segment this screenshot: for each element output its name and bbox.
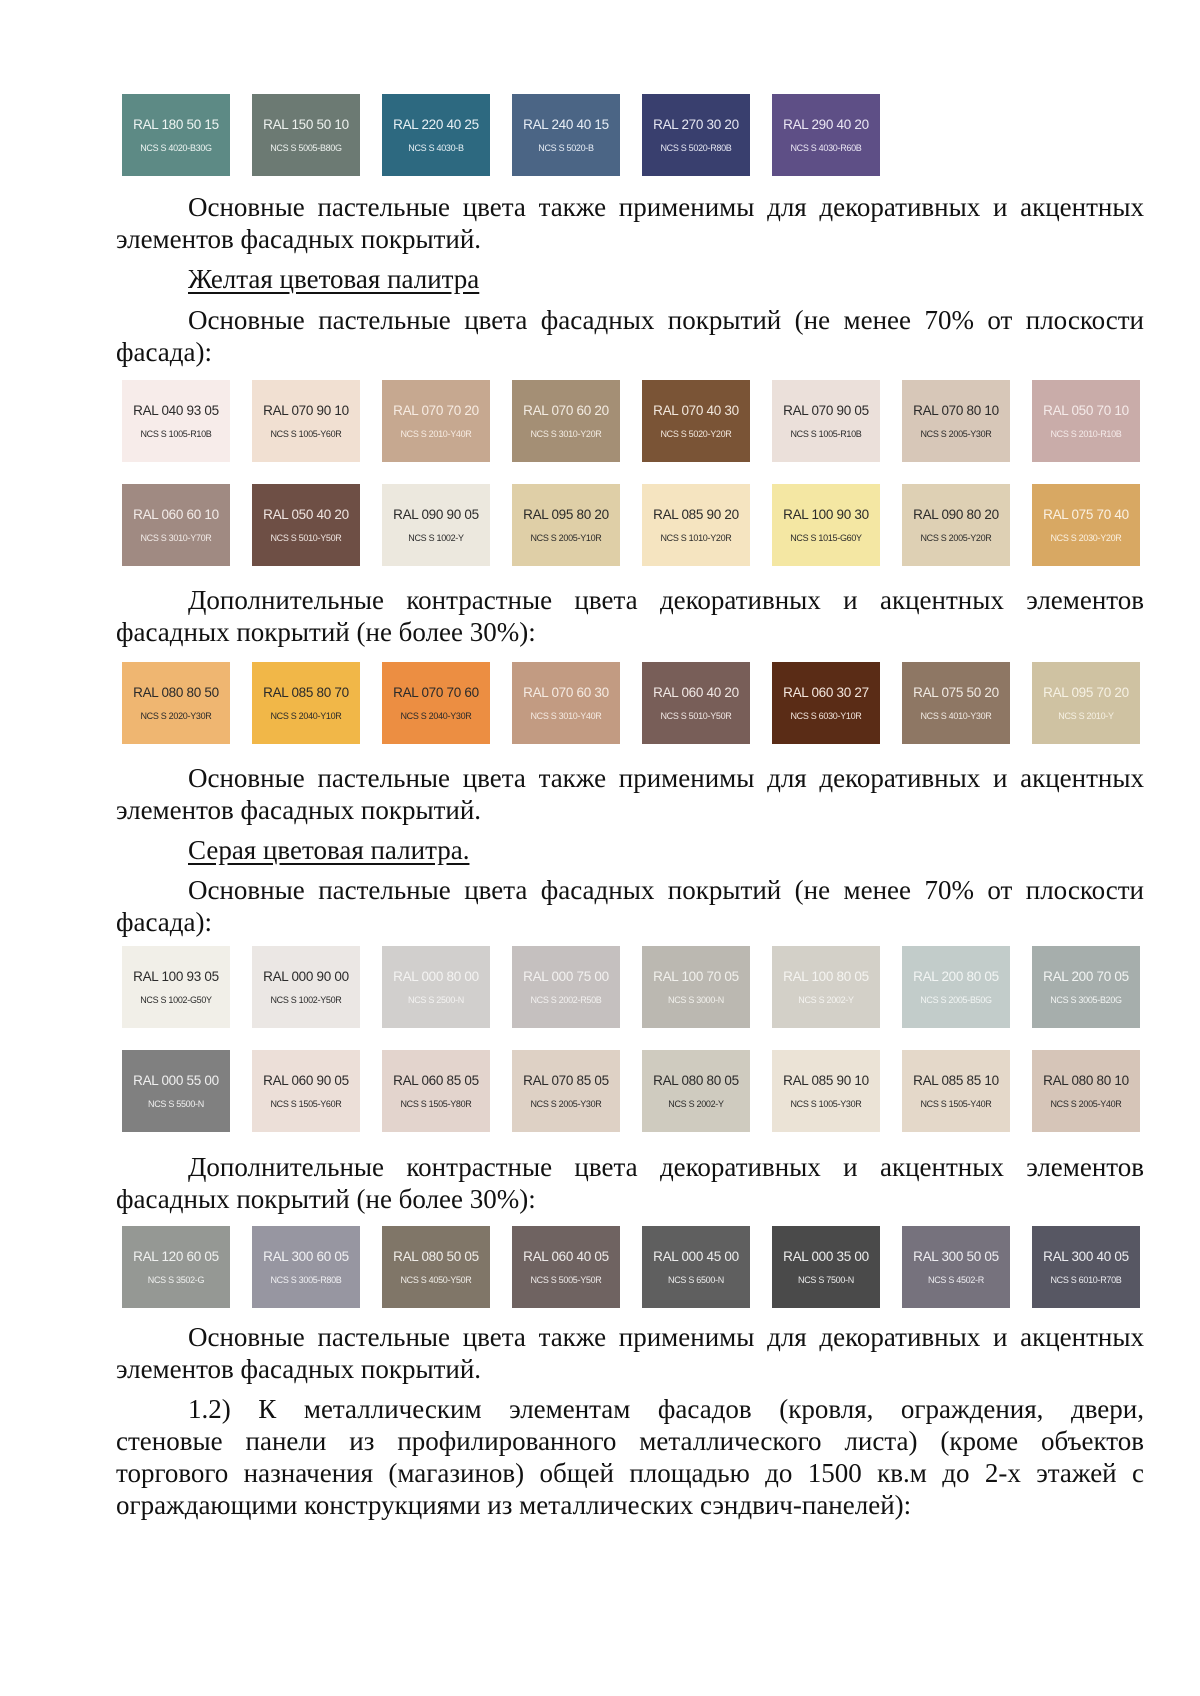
ncs-code: NCS S 5010-Y50R [660,711,732,721]
swatch-row-gray-2 [122,1050,1162,1132]
ral-code: RAL 070 60 20 [523,403,609,418]
color-swatch [122,94,230,176]
color-swatch [382,946,490,1028]
ncs-code: NCS S 2020-Y30R [140,711,212,721]
ncs-code: NCS S 2005-Y10R [530,533,602,543]
ncs-code: NCS S 5005-B80G [270,143,342,153]
paragraph-note-3 [116,1321,1144,1385]
ncs-code: NCS S 5020-B [538,143,594,153]
ral-code: RAL 200 80 05 [913,969,999,984]
ncs-code: NCS S 3010-Y20R [530,429,602,439]
ral-code: RAL 100 70 05 [653,969,739,984]
color-swatch [1032,484,1140,566]
color-swatch [252,1050,360,1132]
color-swatch [772,94,880,176]
ncs-code: NCS S 2002-Y [798,995,854,1005]
color-swatch [642,484,750,566]
ral-code: RAL 100 80 05 [783,969,869,984]
heading-yellow-palette: Желтая цветовая палитра [188,264,480,294]
swatch-row-yellow-contrast [122,662,1162,744]
ncs-code: NCS S 3005-R80B [270,1275,342,1285]
ncs-code: NCS S 3000-N [668,995,724,1005]
swatch-row-gray-1 [122,946,1162,1028]
ncs-code: NCS S 5020-R80B [660,143,732,153]
color-swatch [512,484,620,566]
color-swatch [122,662,230,744]
ral-code: RAL 095 80 20 [523,507,609,522]
text-line: торгового назначения (магазинов) общей площадью до 1500 кв.м до 2-х этажей с [116,1458,1144,1488]
ncs-code: NCS S 2005-Y30R [530,1099,602,1109]
heading-gray-palette: Серая цветовая палитра. [188,835,470,865]
color-swatch [252,94,360,176]
color-swatch [122,1226,230,1308]
ral-code: RAL 050 70 10 [1043,403,1129,418]
ncs-code: NCS S 1005-Y60R [270,429,342,439]
ncs-code: NCS S 5020-Y20R [660,429,732,439]
text-line: фасадных покрытий (не более 30%): [116,1184,536,1214]
ral-code: RAL 300 60 05 [263,1249,349,1264]
ral-code: RAL 200 70 05 [1043,969,1129,984]
ral-code: RAL 300 50 05 [913,1249,999,1264]
color-swatch [902,946,1010,1028]
color-swatch [382,1050,490,1132]
ral-code: RAL 240 40 15 [523,117,609,132]
ral-code: RAL 060 30 27 [783,685,869,700]
ral-code: RAL 150 50 10 [263,117,349,132]
color-swatch [382,380,490,462]
ncs-code: NCS S 2040-Y10R [270,711,342,721]
text-line: Основные пастельные цвета фасадных покрытий (не менее 70% от плоскости [188,875,1144,905]
swatch-row-blue [122,94,902,176]
color-swatch [642,1050,750,1132]
text-line: элементов фасадных покрытий. [116,795,482,825]
text-line: элементов фасадных покрытий. [116,1354,482,1384]
color-swatch [512,380,620,462]
ncs-code: NCS S 1015-G60Y [790,533,862,543]
color-swatch [512,94,620,176]
ncs-code: NCS S 4050-Y50R [400,1275,472,1285]
text-line: стеновые панели из профилированного металлического листа) (кроме объектов [116,1426,1144,1456]
ral-code: RAL 090 90 05 [393,507,479,522]
ral-code: RAL 070 70 20 [393,403,479,418]
ral-code: RAL 070 85 05 [523,1073,609,1088]
ncs-code: NCS S 6030-Y10R [790,711,862,721]
color-swatch [382,1226,490,1308]
ral-code: RAL 180 50 15 [133,117,219,132]
ral-code: RAL 070 90 05 [783,403,869,418]
ral-code: RAL 100 93 05 [133,969,219,984]
color-swatch [642,380,750,462]
color-swatch [1032,946,1140,1028]
ral-code: RAL 000 75 00 [523,969,609,984]
color-swatch [122,1050,230,1132]
text-line: фасада): [116,907,212,937]
text-line: ограждающими конструкциями из металлических сэндвич-панелей): [116,1490,912,1520]
color-swatch [1032,1226,1140,1308]
color-swatch [252,484,360,566]
color-swatch [252,380,360,462]
ncs-code: NCS S 4030-R60B [790,143,862,153]
color-swatch [252,662,360,744]
color-swatch [252,946,360,1028]
text-line: Основные пастельные цвета также применимы для декоративных и акцентных [188,1322,1144,1352]
swatch-row-yellow-2 [122,484,1162,566]
ncs-code: NCS S 2010-R10B [1050,429,1122,439]
ncs-code: NCS S 2005-Y20R [920,533,992,543]
color-swatch [902,380,1010,462]
ral-code: RAL 000 80 00 [393,969,479,984]
color-swatch [642,662,750,744]
ncs-code: NCS S 5005-Y50R [530,1275,602,1285]
ncs-code: NCS S 4020-B30G [140,143,212,153]
color-swatch [1032,662,1140,744]
ral-code: RAL 000 55 00 [133,1073,219,1088]
color-swatch [642,1226,750,1308]
color-swatch [772,662,880,744]
text-line: фасада): [116,337,212,367]
ral-code: RAL 075 70 40 [1043,507,1129,522]
ncs-code: NCS S 4010-Y30R [920,711,992,721]
ncs-code: NCS S 2030-Y20R [1050,533,1122,543]
color-swatch [382,94,490,176]
ral-code: RAL 290 40 20 [783,117,869,132]
paragraph-note-1 [116,191,1144,255]
paragraph-note-2 [116,762,1144,826]
ral-code: RAL 080 50 05 [393,1249,479,1264]
ral-code: RAL 000 45 00 [653,1249,739,1264]
color-swatch [1032,1050,1140,1132]
ncs-code: NCS S 2040-Y30R [400,711,472,721]
swatch-row-gray-contrast [122,1226,1162,1308]
color-swatch [642,946,750,1028]
ral-code: RAL 060 40 05 [523,1249,609,1264]
paragraph-contrast-gray [116,1151,1144,1215]
ral-code: RAL 080 80 05 [653,1073,739,1088]
ral-code: RAL 070 90 10 [263,403,349,418]
paragraph-main-gray [116,874,1144,938]
ncs-code: NCS S 1002-G50Y [140,995,212,1005]
ral-code: RAL 270 30 20 [653,117,739,132]
color-swatch [902,1050,1010,1132]
color-swatch [772,380,880,462]
ral-code: RAL 060 90 05 [263,1073,349,1088]
ncs-code: NCS S 1002-Y [408,533,464,543]
text-line: элементов фасадных покрытий. [116,224,482,254]
ncs-code: NCS S 4502-R [928,1275,984,1285]
ncs-code: NCS S 3005-B20G [1050,995,1122,1005]
ncs-code: NCS S 2010-Y40R [400,429,472,439]
paragraph-metal-elements [116,1393,1144,1521]
ral-code: RAL 060 40 20 [653,685,739,700]
ncs-code: NCS S 7500-N [798,1275,854,1285]
ral-code: RAL 070 80 10 [913,403,999,418]
ncs-code: NCS S 1505-Y80R [400,1099,472,1109]
ral-code: RAL 070 40 30 [653,403,739,418]
ral-code: RAL 085 80 70 [263,685,349,700]
color-swatch [512,662,620,744]
color-swatch [512,1050,620,1132]
ncs-code: NCS S 3502-G [147,1275,205,1285]
color-swatch [382,662,490,744]
paragraph-contrast-yellow [116,584,1144,648]
ncs-code: NCS S 6500-N [668,1275,724,1285]
ncs-code: NCS S 1010-Y20R [660,533,732,543]
text-line: Дополнительные контрастные цвета декоративных и акцентных элементов [188,1152,1144,1182]
text-line: Основные пастельные цвета также применимы для декоративных и акцентных [188,192,1144,222]
ral-code: RAL 095 70 20 [1043,685,1129,700]
color-swatch [1032,380,1140,462]
ral-code: RAL 080 80 10 [1043,1073,1129,1088]
color-swatch [122,484,230,566]
text-line: Дополнительные контрастные цвета декоративных и акцентных элементов [188,585,1144,615]
color-swatch [902,1226,1010,1308]
ral-code: RAL 060 85 05 [393,1073,479,1088]
ral-code: RAL 000 35 00 [783,1249,869,1264]
color-swatch [772,1226,880,1308]
ncs-code: NCS S 6010-R70B [1050,1275,1122,1285]
ral-code: RAL 220 40 25 [393,117,479,132]
ncs-code: NCS S 1002-Y50R [270,995,342,1005]
color-swatch [902,662,1010,744]
ral-code: RAL 120 60 05 [133,1249,219,1264]
text-line: Основные пастельные цвета также применимы для декоративных и акцентных [188,763,1144,793]
ncs-code: NCS S 1505-Y40R [920,1099,992,1109]
ral-code: RAL 085 90 10 [783,1073,869,1088]
ral-code: RAL 090 80 20 [913,507,999,522]
ral-code: RAL 085 85 10 [913,1073,999,1088]
text-line: 1.2) К металлическим элементам фасадов (кровля, ограждения, двери, [188,1394,1144,1424]
ncs-code: NCS S 3010-Y70R [140,533,212,543]
color-swatch [252,1226,360,1308]
ral-code: RAL 080 80 50 [133,685,219,700]
ncs-code: NCS S 2005-Y30R [920,429,992,439]
ral-code: RAL 100 90 30 [783,507,869,522]
ncs-code: NCS S 1005-R10B [790,429,862,439]
ncs-code: NCS S 1005-Y30R [790,1099,862,1109]
color-swatch [772,946,880,1028]
ncs-code: NCS S 5500-N [148,1099,204,1109]
ncs-code: NCS S 3010-Y40R [530,711,602,721]
color-swatch [642,94,750,176]
ral-code: RAL 050 40 20 [263,507,349,522]
ncs-code: NCS S 2500-N [408,995,464,1005]
ral-code: RAL 300 40 05 [1043,1249,1129,1264]
color-swatch [772,1050,880,1132]
ncs-code: NCS S 5010-Y50R [270,533,342,543]
ncs-code: NCS S 4030-B [408,143,464,153]
ncs-code: NCS S 2002-Y [668,1099,724,1109]
color-swatch [512,946,620,1028]
ral-code: RAL 070 70 60 [393,685,479,700]
ncs-code: NCS S 2002-R50B [530,995,602,1005]
color-swatch [122,946,230,1028]
ncs-code: NCS S 1505-Y60R [270,1099,342,1109]
paragraph-main-yellow [116,304,1144,368]
color-swatch [512,1226,620,1308]
ncs-code: NCS S 1005-R10B [140,429,212,439]
ral-code: RAL 085 90 20 [653,507,739,522]
color-swatch [902,484,1010,566]
ncs-code: NCS S 2005-B50G [920,995,992,1005]
text-line: Основные пастельные цвета фасадных покрытий (не менее 70% от плоскости [188,305,1144,335]
color-swatch [122,380,230,462]
ral-code: RAL 040 93 05 [133,403,219,418]
color-swatch [772,484,880,566]
swatch-row-yellow-1 [122,380,1162,462]
ral-code: RAL 070 60 30 [523,685,609,700]
ncs-code: NCS S 2005-Y40R [1050,1099,1122,1109]
ral-code: RAL 000 90 00 [263,969,349,984]
text-line: фасадных покрытий (не более 30%): [116,617,536,647]
ral-code: RAL 060 60 10 [133,507,219,522]
ncs-code: NCS S 2010-Y [1058,711,1114,721]
color-swatch [382,484,490,566]
ral-code: RAL 075 50 20 [913,685,999,700]
